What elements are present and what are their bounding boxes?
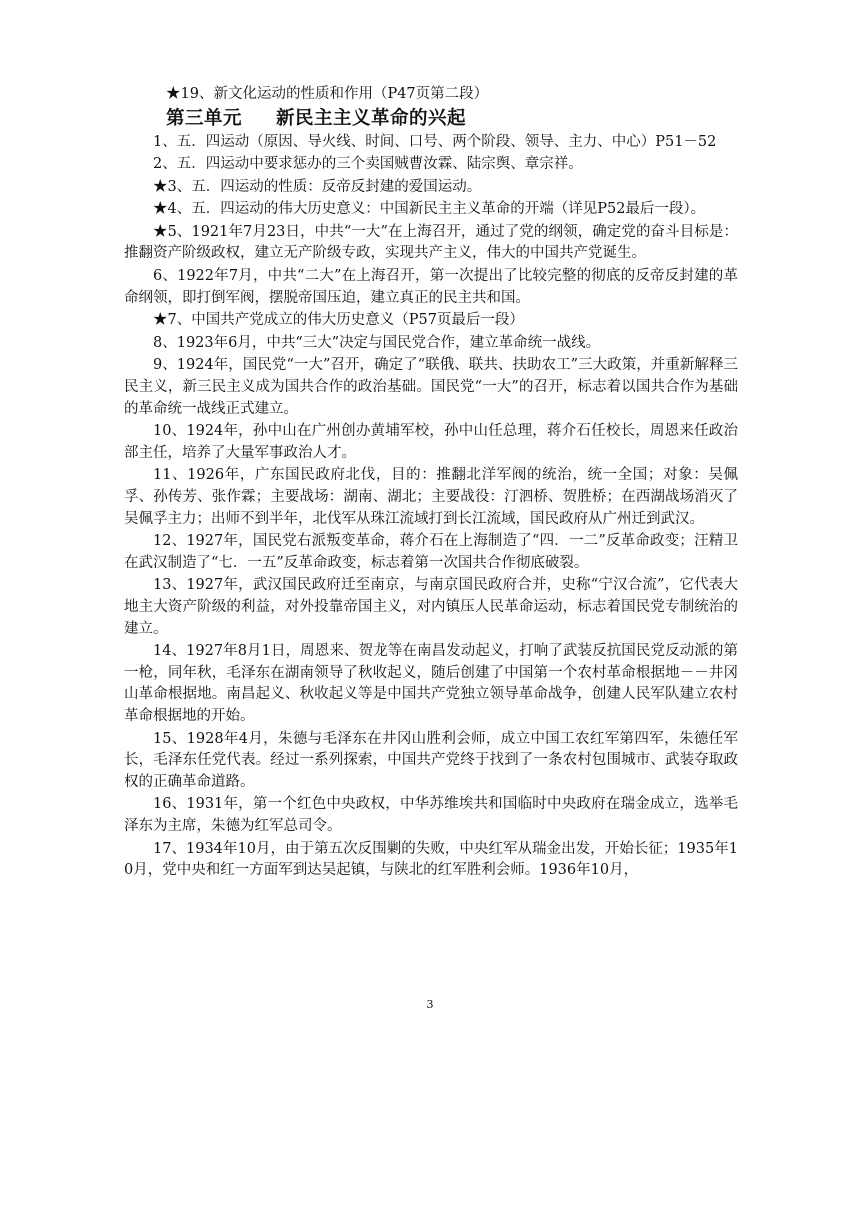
item-19: ★19、新文化运动的性质和作用（P47页第二段） xyxy=(166,86,489,102)
item-6: 6、1922年7月，中共“二大”在上海召开，第一次提出了比较完整的彻底的反帝反封建的革命纲领，即打倒军阀，摆脱帝国压迫，建立真正的民主共和国。 xyxy=(124,268,738,306)
item-4: ★4、五．四运动的伟大历史意义：中国新民主主义革命的开端（详见P52最后一段）。 xyxy=(153,201,706,218)
item-15: 15、1928年4月，朱德与毛泽东在井冈山胜利会师，成立中国工农红军第四军，朱德任军长，毛泽东任党代表。经过一系列探索，中国共产党终于找到了一条农村包围城市、武装夺取政权的正确革命道路。 xyxy=(124,730,738,790)
item-10: 10、1924年，孙中山在广州创办黄埔军校，孙中山任总理，蒋介石任校长，周恩来任政治部主任，培养了大量军事政治人才。 xyxy=(124,423,738,461)
item-12: 12、1927年，国民党右派叛变革命，蒋介石在上海制造了“四．一二”反革命政变；汪精卫在武汉制造了“七．一五”反革命政变，标志着第一次国共合作彻底破裂。 xyxy=(124,533,738,571)
item-16: 16、1931年，第一个红色中央政权，中华苏维埃共和国临时中央政府在瑞金成立，选举毛泽东为主席，朱德为红军总司令。 xyxy=(124,796,738,834)
item-9: 9、1924年，国民党“一大”召开，确定了“联俄、联共、扶助农工”三大政策，并重新解释三民主义，新三民主义成为国共合作的政治基础。国民党“一大”的召开，标志着以国共合作为基础的革命统一战线正式建立。 xyxy=(124,357,738,417)
unit-title-text: 新民主主义革命的兴起 xyxy=(276,107,467,129)
unit-title xyxy=(166,106,738,132)
item-14: 14、1927年8月1日，周恩来、贺龙等在南昌发动起义，打响了武装反抗国民党反动派的第一枪，同年秋，毛泽东在湖南领导了秋收起义，随后创建了中国第一个农村革命根据地－－井冈山革命根据地。南昌起义、秋收起义等是中国共产党独立领导革命战争，创建人民军队建立农村革命根据地的开始。 xyxy=(124,643,738,724)
item-7: ★7、中国共产党成立的伟大历史意义（P57页最后一段） xyxy=(153,312,524,329)
item-5: ★5、1921年7月23日，中共“一大”在上海召开，通过了党的纲领，确定党的奋斗目标是：推翻资产阶级政权，建立无产阶级专政，实现共产主义，伟大的中国共产党诞生。 xyxy=(124,223,738,262)
item-2: 2、五．四运动中要求惩办的三个卖国贼曹汝霖、陆宗舆、章宗祥。 xyxy=(153,156,583,173)
unit-title-number: 第三单元 xyxy=(166,107,243,129)
item-1: 1、五．四运动（原因、导火线、时间、口号、两个阶段、领导、主力、中心）P51－52 xyxy=(153,133,717,150)
item-13: 13、1927年，武汉国民政府迁至南京，与南京国民政府合并，史称“宁汉合流”，它代表大地主大资产阶级的利益，对外投靠帝国主义，对内镇压人民革命运动，标志着国民党专制统治的建立。 xyxy=(124,577,738,637)
page-number: 3 xyxy=(426,998,434,1011)
item-11: 11、1926年，广东国民政府北伐，目的：推翻北洋军阀的统治，统一全国；对象：吴佩孚、孙传芳、张作霖；主要战场：湖南、湖北；主要战役：汀泗桥、贺胜桥；在西湖战场消灭了吴佩孚主力；出师不到半年，北伐军从珠江流域打到长江流域，国民政府从广州迁到武汉。 xyxy=(124,467,738,527)
page-content xyxy=(124,84,738,883)
item-8: 8、1923年6月，中共“三大”决定与国民党合作，建立革命统一战线。 xyxy=(153,334,601,351)
item-17: 17、1934年10月，由于第五次反围剿的失败，中央红军从瑞金出发，开始长征；1935年10月，党中央和红一方面军到达吴起镇，与陕北的红军胜利会师。1936年10月， xyxy=(124,840,738,879)
item-3: ★3、五．四运动的性质：反帝反封建的爱国运动。 xyxy=(153,178,482,195)
